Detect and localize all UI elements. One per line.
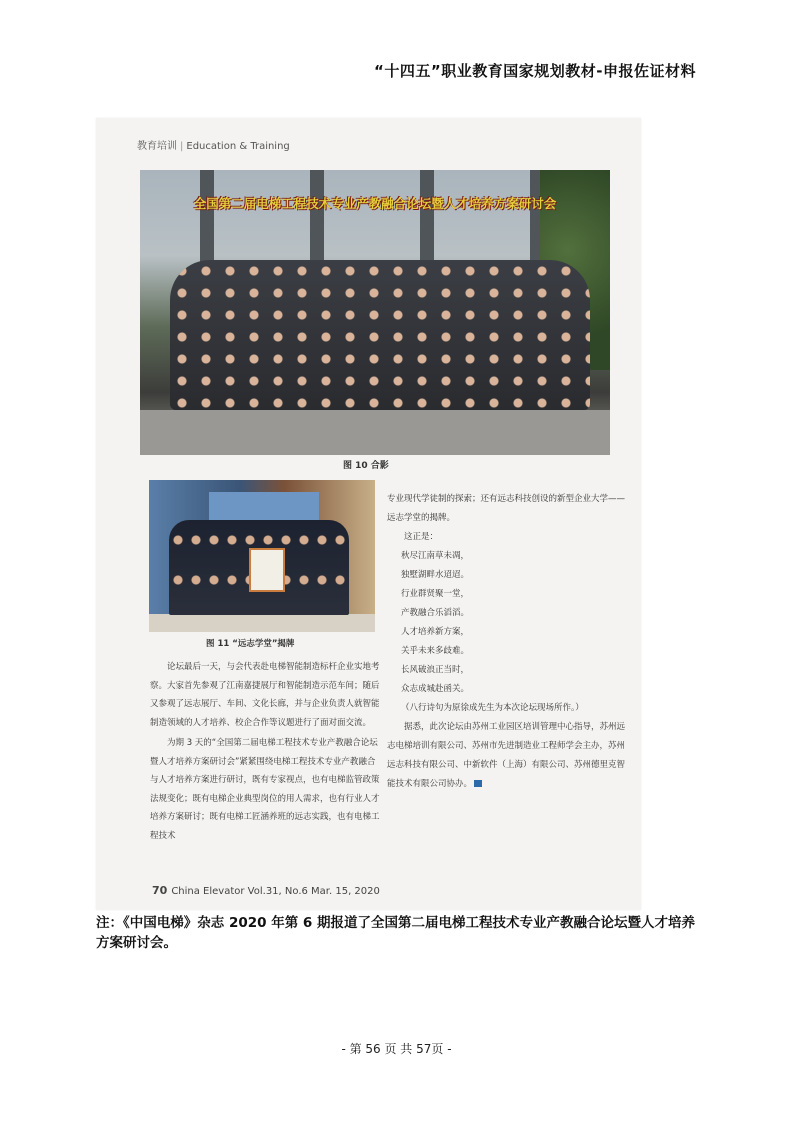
- article-left-column: [150, 658, 380, 847]
- right-intro: 专业现代学徒制的探索；还有远志科技创设的新型企业大学——远志学堂的揭牌。: [387, 494, 626, 523]
- poem-line: 关乎未来多歧难。: [401, 646, 470, 656]
- figure-10-caption: 图 10 合影: [343, 461, 389, 471]
- photo-banner-text: 全国第二届电梯工程技术专业产教融合论坛暨人才培养方案研讨会: [193, 196, 557, 211]
- poem-line: 行业群贤聚一堂，: [401, 589, 470, 599]
- poem-lead: 这正是：: [404, 532, 439, 542]
- article-right-column: [387, 490, 625, 794]
- poem-line: 秋尽江南草未凋，: [401, 551, 470, 561]
- document-header: “十四五”职业教育国家规划教材-申报佐证材料: [374, 62, 696, 80]
- section-title-cn: 教育培训: [137, 141, 177, 152]
- poem-line: 长风破浪正当时，: [401, 665, 470, 675]
- poem-note: （八行诗句为原徐成先生为本次论坛现场所作。）: [401, 703, 584, 713]
- magazine-section-header: 教育培训 | Education & Training: [137, 141, 290, 152]
- group-photo: [140, 170, 610, 455]
- poem-line: 独墅湖畔水迢迢。: [401, 570, 470, 580]
- magazine-footer: [152, 884, 380, 897]
- section-title-en: Education & Training: [186, 141, 290, 152]
- poem-line: 众志成城赴函关。: [401, 684, 470, 694]
- magazine-scan: [96, 118, 641, 910]
- magazine-footer-text: China Elevator Vol.31, No.6 Mar. 15, 2020: [171, 886, 380, 897]
- page-number: - 第 56 页 共 57页 -: [341, 1042, 452, 1056]
- end-mark-icon: [474, 780, 482, 787]
- poem-line: 产教融合乐滔滔。: [401, 608, 470, 618]
- right-closing: [387, 718, 625, 794]
- crowd-figure: [170, 260, 590, 410]
- closing-text: 据悉，此次论坛由苏州工业园区培训管理中心指导，苏州远志电梯培训有限公司、苏州市先进制造业工程师学会主办，苏州远志科技有限公司、中新软件（上海）有限公司、苏州德里克智能技术有限公司协办。: [387, 722, 626, 789]
- magazine-page-number: 70: [152, 884, 168, 897]
- unveiling-photo: [149, 480, 375, 632]
- plaque-board: [249, 548, 285, 592]
- annotation-note: 注：《中国电梯》杂志 2020 年第 6 期报道了全国第二届电梯工程技术专业产教融合论坛暨人才培养方案研讨会。: [96, 915, 696, 951]
- left-paragraph-2: 为期 3 天的“全国第二届电梯工程技术专业产教融合论坛暨人才培养方案研讨会”紧紧围绕电梯工程技术专业产教融合与人才培养方案进行研讨，既有专家视点，也有电梯监管政策法规变化；既有电梯企业典型岗位的用人需求，也有行业人才培养方案研讨；既有电梯工匠涵养班的远志实践，也有电梯工程技术: [150, 738, 380, 841]
- left-paragraph-1: 论坛最后一天，与会代表赴电梯智能制造标杆企业实地考察。大家首先参观了江南嘉捷展厅和智能制造示范车间；随后又参观了远志展厅、车间、文化长廊，并与企业负责人就智能制造领域的人才培养、校企合作等议题进行了面对面交流。: [150, 662, 380, 728]
- figure-11-caption: 图 11 “远志学堂”揭牌: [206, 639, 295, 649]
- poem-line: 人才培养新方案，: [401, 627, 470, 637]
